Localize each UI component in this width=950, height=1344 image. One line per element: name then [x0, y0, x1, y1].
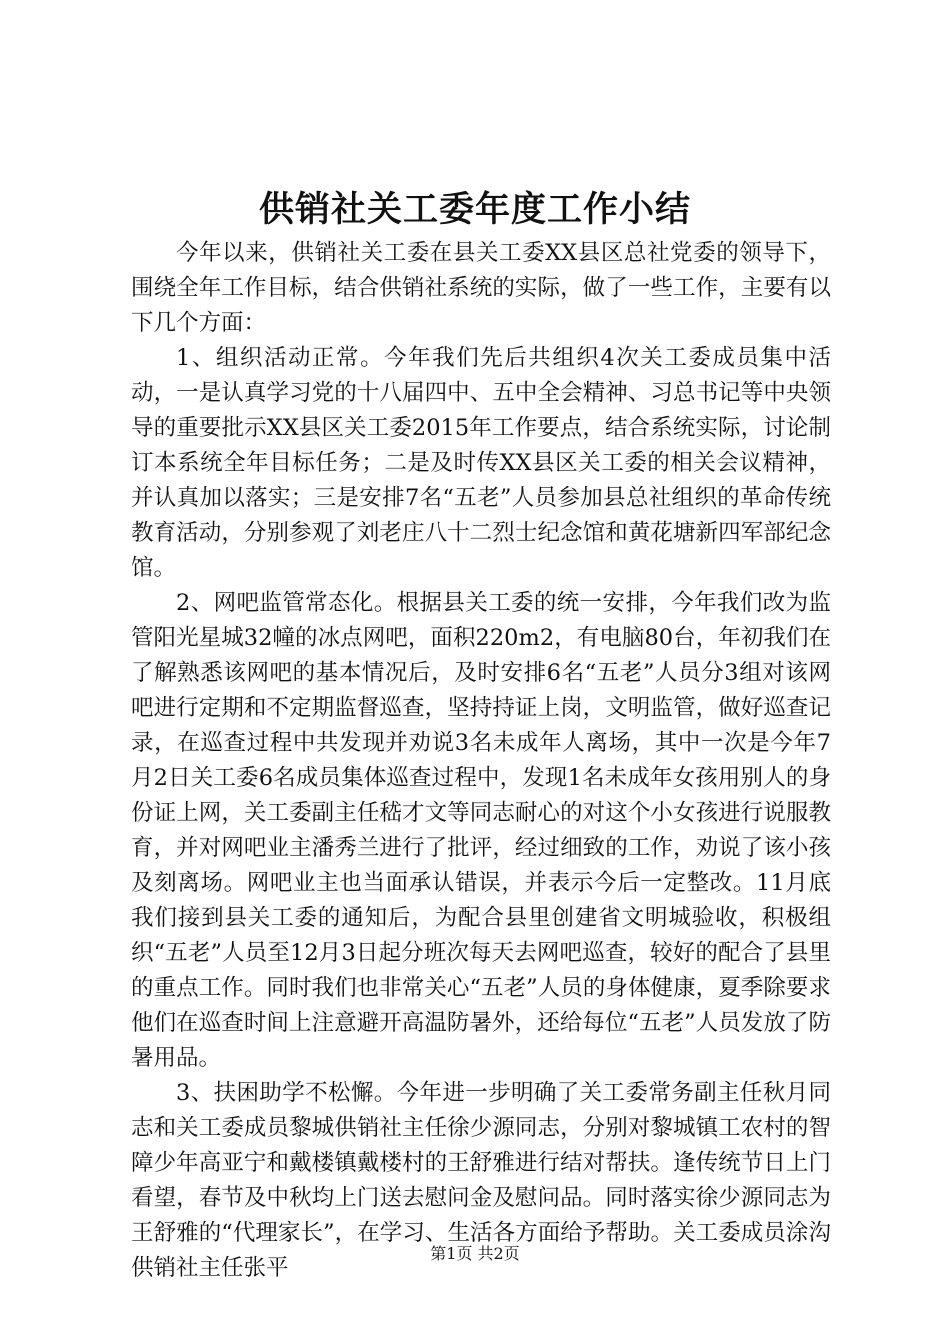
- paragraph-poverty-assistance: 3、扶困助学不松懈。今年进一步明确了关工委常务副主任秋月同志和关工委成员黎城供销社主任徐少源同志，分别对黎城镇工农村的智障少年高亚宁和戴楼镇戴楼村的王舒雅进行结对帮扶。逢传统节日上门看望，春节及中秋均上门送去慰问金及慰问品。同时落实徐少源同志为王舒雅的“代理家长”，在学习、生活各方面给予帮助。关工委成员涂沟供销社主任张平: [131, 1080, 831, 1281]
- paragraph-organization-activities: 1、组织活动正常。今年我们先后共组织4次关工委成员集中活动，一是认真学习党的十八届四中、五中全会精神、习总书记等中央领导的重要批示XX县区关工委2015年工作要点，结合系统实际，讨论制订本系统全年目标任务；二是及时传XX县区关工委的相关会议精神，并认真加以落实；三是安排7名“五老”人员参加县总社组织的革命传统教育活动，分别参观了刘老庄八十二烈士纪念馆和黄花塘新四军部纪念馆。: [131, 345, 831, 581]
- page-number-footer: 第1页 共2页: [430, 1244, 520, 1263]
- paragraph-intro: 今年以来，供销社关工委在县关工委XX县区总社党委的领导下，围绕全年工作目标，结合供销社系统的实际，做了一些工作，主要有以下几个方面：: [131, 240, 831, 336]
- document-title: 供销社关工委年度工作小结: [258, 189, 691, 230]
- document-body: [131, 236, 831, 1286]
- paragraph-internet-cafe-supervision: 2、网吧监管常态化。根据县关工委的统一安排，今年我们改为监管阳光星城32幢的冰点网吧，面积220m2，有电脑80台，年初我们在了解熟悉该网吧的基本情况后，及时安排6名“五老”人员分3组对该网吧进行定期和不定期监督巡查，坚持持证上岗，文明监管，做好巡查记录，在巡查过程中共发现并劝说3名未成年人离场，其中一次是今年7月2日关工委6名成员集体巡查过程中，发现1名未成年女孩用别人的身份证上网，关工委副主任嵇才文等同志耐心的对这个小女孩进行说服教育，并对网吧业主潘秀兰进行了批评，经过细致的工作，劝说了该小孩及刻离场。网吧业主也当面承认错误，并表示今后一定整改。11月底我们接到县关工委的通知后，为配合县里创建省文明城验收，积极组织“五老”人员至12月3日起分班次每天去网吧巡查，较好的配合了县里的重点工作。同时我们也非常关心“五老”人员的身体健康，夏季除要求他们在巡查时间上注意避开高温防暑外，还给每位“五老”人员发放了防暑用品。: [131, 590, 831, 1071]
